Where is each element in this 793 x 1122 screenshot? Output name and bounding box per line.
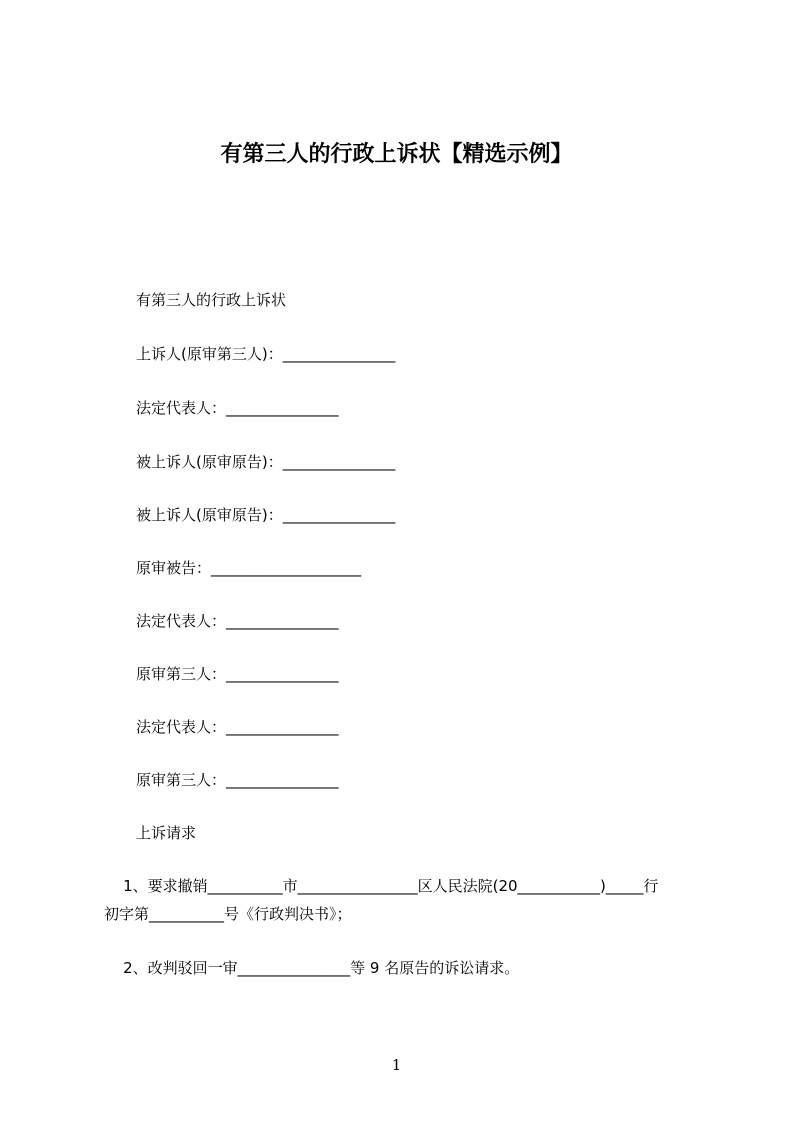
page-number: 1 bbox=[391, 1056, 402, 1074]
original-defendant-line: 原审被告：____________________ bbox=[136, 559, 362, 577]
third-party-line-2: 原审第三人：_______________ bbox=[136, 771, 339, 789]
appeal-requests-heading: 上诉请求 bbox=[136, 824, 197, 842]
request-1-line-1: 1、要求撤销__________市________________区人民法院(20___________)_____行 bbox=[104, 877, 659, 895]
document-title: 有第三人的行政上诉状【精选示例】 bbox=[220, 142, 573, 167]
legal-rep-line: 法定代表人：_______________ bbox=[136, 399, 339, 417]
legal-rep-line: 法定代表人：_______________ bbox=[136, 718, 339, 736]
appellant-line: 上诉人(原审第三人)：_______________ bbox=[136, 345, 396, 363]
legal-rep-line: 法定代表人：_______________ bbox=[136, 612, 339, 630]
appellee-line-2: 被上诉人(原审原告)：_______________ bbox=[136, 506, 396, 524]
heading-line: 有第三人的行政上诉状 bbox=[136, 291, 287, 309]
request-2: 2、改判驳回一审_______________等 9 名原告的诉讼请求。 bbox=[104, 959, 520, 977]
appellee-line-1: 被上诉人(原审原告)：_______________ bbox=[136, 453, 396, 471]
third-party-line-1: 原审第三人：_______________ bbox=[136, 665, 339, 683]
request-1-line-2: 初字第__________号《行政判决书》； bbox=[104, 905, 352, 923]
